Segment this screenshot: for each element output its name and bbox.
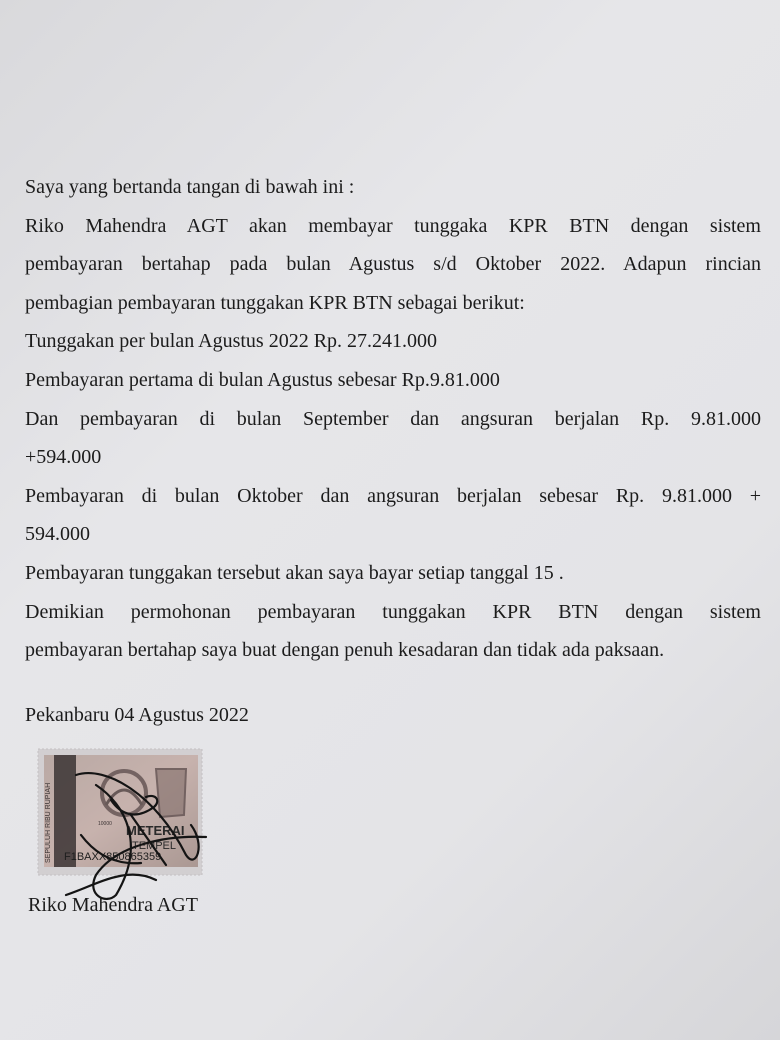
statement-line-2: pembayaran bertahap pada bulan Agustus s/d Oktober 2022. Adapun rincian <box>25 253 761 276</box>
letter-body <box>25 168 761 670</box>
stamp-image <box>36 745 236 905</box>
closing-line-1: Demikian permohonan pembayaran tunggakan KPR BTN dengan sistem <box>25 600 761 623</box>
arrears-line: Tunggakan per bulan Agustus 2022 Rp. 27.241.000 <box>25 330 438 353</box>
october-payment-line-2: 594.000 <box>25 523 90 546</box>
opening-line: Saya yang bertanda tangan di bawah ini : <box>25 176 355 198</box>
stamp-number: 10000 <box>98 821 112 827</box>
statement-line-3: pembagian pembayaran tunggakan KPR BTN sebagai berikut: <box>25 291 525 314</box>
signer-name: Riko Mahendra AGT <box>28 894 198 916</box>
september-payment-line-1: Dan pembayaran di bulan September dan angsuran berjalan Rp. 9.81.000 <box>25 407 761 430</box>
due-date-line: Pembayaran tunggakan tersebut akan saya bayar setiap tanggal 15 . <box>25 561 564 584</box>
stamp-label-line-2: TEMPEL <box>132 840 177 852</box>
first-payment-line: Pembayaran pertama di bulan Agustus sebesar Rp.9.81.000 <box>25 368 500 391</box>
closing-line-2: pembayaran bertahap saya buat dengan penuh kesadaran dan tidak ada paksaan. <box>25 639 665 662</box>
stamp-side-text: SEPULUH RIBU RUPIAH <box>45 782 52 863</box>
statement-line-1: Riko Mahendra AGT akan membayar tunggaka KPR BTN dengan sistem <box>25 214 761 237</box>
duty-stamp <box>36 745 236 905</box>
place-date: Pekanbaru 04 Agustus 2022 <box>25 704 249 726</box>
stamp-serial: F1BAXX850865359 <box>64 851 162 863</box>
september-payment-line-2: +594.000 <box>25 446 102 469</box>
october-payment-line-1: Pembayaran di bulan Oktober dan angsuran berjalan sebesar Rp. 9.81.000 + <box>25 484 761 507</box>
stamp-label-line-1: METERAI <box>126 823 185 838</box>
